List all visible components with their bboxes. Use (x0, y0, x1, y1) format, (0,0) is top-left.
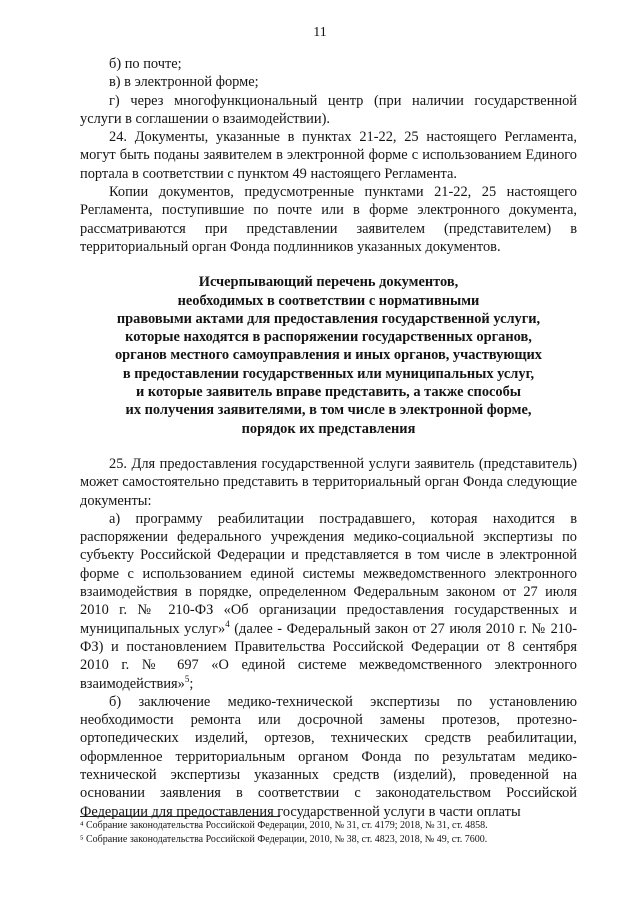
heading-line: Исчерпывающий перечень документов, (198, 274, 459, 291)
heading-line: органов местного самоуправления и иных органов, участвующих (114, 347, 542, 364)
heading-line: необходимых в соответствии с нормативными (177, 292, 480, 309)
footnote-5: ⁵ Собрание законодательства Российской Федерации, 2010, № 38, ст. 4823, 2018, № 49, ст. 7600. (80, 834, 488, 845)
heading-line: которые находятся в распоряжении государственных органов, (125, 329, 532, 346)
section-heading (80, 273, 577, 438)
heading-line: их получения заявителями, в том числе в электронной форме, (125, 402, 532, 419)
footnotes (80, 816, 577, 847)
footnote-4: ⁴ Собрание законодательства Российской Федерации, 2010, № 31, ст. 4179; 2018, № 31, ст. 4858. (80, 820, 488, 831)
paragraph-25a-text: а) программу реабилитации пострадавшего, которая находится в распоряжении федерального учреждения медико-социальной экспертизы по субъекту Российской Федерации и представляется в том числе в электронной форме с использованием единой системы межведомственного электронного взаимодействия в порядке, определенном Федеральным законом от 27 июля 2010 г. № 210-ФЗ «Об организации предоставления государственных и муниципальных услуг» (80, 510, 577, 637)
paragraph-24-copies: Копии документов, предусмотренные пунктами 21-22, 25 настоящего Регламента, поступившие по почте или в форме электронного документа, рассматриваются при представлении заявителем (представителем) в территориальный орган Фонда подлинников указанных документов. (80, 184, 577, 255)
spacer (80, 438, 577, 455)
paragraph-25a-text-cont: (далее - Федеральный закон от 27 июля 2010 г. № 210-ФЗ) и постановлением Правительства Российской Федерации от 8 сентября 2010 г. № 697 «О единой системе межведомственного электронного взаимодействия» (80, 620, 577, 692)
list-item-mfc: г) через многофункциональный центр (при наличии государственной услуги в соглашении о взаимодействии). (80, 92, 577, 127)
heading-line: порядок их представления (241, 420, 416, 437)
heading-line: в предоставлении государственных или муниципальных услуг, (122, 365, 535, 382)
footnote-ref-4: 4 (225, 618, 230, 629)
footnote-ref-5: 5 (184, 673, 190, 684)
paragraph-25b: б) заключение медико-технической экспертизы по установлению необходимости ремонта или досрочной замены протезов, протезно-ортопедических изделий, ортезов, технических средств реабилитации, оформленное территориальным органом Фонда по результатам медико-технической экспертизы указанных средств (изделий), проведенной на основании заявления в соответствии с законодательством Российской Федерации для предоставления государственной услуги в части оплаты (80, 693, 577, 820)
spacer (80, 256, 577, 273)
list-item-electronic: в) в электронной форме; (109, 74, 259, 91)
document-body (80, 55, 577, 821)
paragraph-24: 24. Документы, указанные в пунктах 21-22, 25 настоящего Регламента, могут быть поданы заявителем в электронной форме с использованием Единого портала в соответствии с пунктом 49 настоящего Регламента. (80, 129, 577, 182)
page-number: 11 (313, 25, 327, 40)
paragraph-25: 25. Для предоставления государственной услуги заявитель (представитель) может самостоятельно представить в территориальный орган Фонда следующие документы: (80, 455, 577, 509)
list-item-post: б) по почте; (109, 56, 182, 72)
paragraph-25a (80, 510, 577, 693)
heading-line: правовыми актами для предоставления государственной услуги, (116, 310, 541, 327)
footnote-divider (80, 816, 280, 817)
paragraph-25a-end: ; (189, 675, 194, 692)
heading-line: и которые заявитель вправе представить, а также способы (135, 384, 522, 401)
